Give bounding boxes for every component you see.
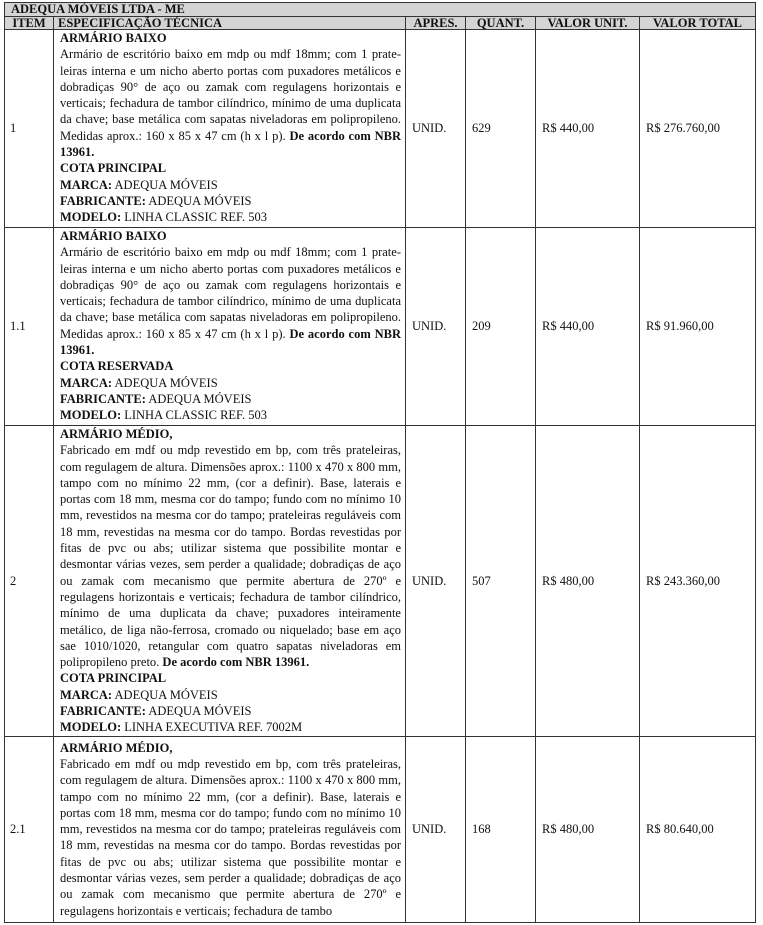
manufacturer-label: FABRICANTE:: [60, 193, 146, 208]
spec-description: [60, 46, 401, 160]
spec-cell: [54, 30, 406, 228]
spec-norm: De acordo com NBR 13961.: [60, 128, 402, 160]
item-number: 1: [5, 30, 54, 228]
table-row: [5, 30, 756, 228]
spec-manufacturer: [60, 703, 401, 719]
unit-value-cell: R$ 480,00: [536, 736, 640, 922]
spec-title: ARMÁRIO BAIXO: [60, 31, 167, 45]
manufacturer-value: ADEQUA MÓVEIS: [148, 193, 252, 208]
quant-cell: 629: [466, 30, 536, 228]
spec-norm: De acordo com NBR 13961.: [60, 326, 402, 358]
manufacturer-value: ADEQUA MÓVEIS: [148, 391, 252, 406]
header-quant: QUANT.: [466, 17, 536, 30]
header-item: ITEM: [5, 17, 54, 30]
model-label: MODELO:: [60, 720, 122, 735]
total-value-cell: R$ 276.760,00: [640, 30, 756, 228]
spec-title: ARMÁRIO MÉDIO,: [60, 427, 173, 441]
spec-quota: COTA RESERVADA: [60, 359, 174, 374]
brand-label: MARCA:: [60, 177, 113, 192]
spec-model: [60, 407, 401, 423]
spec-model: [60, 209, 401, 225]
apres-cell: UNID.: [406, 228, 466, 426]
price-table: [4, 2, 756, 923]
spec-manufacturer: [60, 193, 401, 209]
spec-manufacturer: [60, 391, 401, 407]
header-apres: APRES.: [406, 17, 466, 30]
item-number: 1.1: [5, 228, 54, 426]
brand-value: ADEQUA MÓVEIS: [114, 177, 218, 192]
spec-title: ARMÁRIO BAIXO: [60, 229, 167, 243]
manufacturer-label: FABRICANTE:: [60, 704, 146, 719]
total-value-cell: R$ 91.960,00: [640, 228, 756, 426]
table-header: [5, 17, 756, 30]
brand-value: ADEQUA MÓVEIS: [114, 375, 218, 390]
spec-brand: [60, 687, 401, 703]
model-label: MODELO:: [60, 408, 122, 423]
model-value: LINHA EXECUTIVA REF. 7002M: [124, 720, 303, 735]
total-value-cell: R$ 80.640,00: [640, 736, 756, 922]
spec-desc-text: Armário de escritório baixo em mdp ou mdf 18mm; com 1 prateleiras interna e um nicho aberto portas com puxadores metálicos e dobradiças 90° de aço ou zamak com regulagens horizontais e verticais; fechadura de tambor cilíndrico, mínimo de uma duplicata da chave; base metálica com sapatas niveladoras em polipropileno. Medidas aprox.: 160 x 85 x 47 cm (h x l p).: [60, 47, 401, 143]
header-total-value: VALOR TOTAL: [640, 17, 756, 30]
header-spec: ESPECIFICAÇÃO TÉCNICA: [54, 17, 406, 30]
spec-title: ARMÁRIO MÉDIO,: [60, 740, 173, 755]
header-unit-value: VALOR UNIT.: [536, 17, 640, 30]
spec-description: [60, 442, 401, 670]
model-value: LINHA CLASSIC REF. 503: [124, 210, 268, 225]
model-value: LINHA CLASSIC REF. 503: [124, 408, 268, 423]
unit-value-cell: R$ 480,00: [536, 426, 640, 737]
spec-desc-text: Armário de escritório baixo em mdp ou mdf 18mm; com 1 prateleiras interna e um nicho aberto portas com puxadores metálicos e dobradiças 90° de aço ou zamak com regulagens horizontais e verticais; fechadura de tambor cilíndrico, mínimo de uma duplicata da chave; base metálica com sapatas niveladoras em polipropileno. Medidas aprox.: 160 x 85 x 47 cm (h x l p).: [60, 245, 401, 341]
apres-cell: UNID.: [406, 30, 466, 228]
spec-description: [60, 244, 401, 358]
spec-brand: [60, 375, 401, 391]
manufacturer-label: FABRICANTE:: [60, 391, 146, 406]
item-number: 2: [5, 426, 54, 737]
model-label: MODELO:: [60, 210, 122, 225]
quant-cell: 209: [466, 228, 536, 426]
apres-cell: UNID.: [406, 736, 466, 922]
company-name: ADEQUA MÓVEIS LTDA - ME: [5, 3, 756, 17]
spec-quota: COTA PRINCIPAL: [60, 161, 167, 176]
quant-cell: 168: [466, 736, 536, 922]
spec-quota: COTA PRINCIPAL: [60, 671, 167, 686]
total-value-cell: R$ 243.360,00: [640, 426, 756, 737]
spec-norm: De acordo com NBR 13961.: [162, 655, 310, 670]
item-number: 2.1: [5, 736, 54, 922]
apres-cell: UNID.: [406, 426, 466, 737]
spec-cell: [54, 426, 406, 737]
table-row: [5, 736, 756, 922]
spec-description: Fabricado em mdf ou mdp revestido em bp, com três prateleiras, com regulagem de altura. Dimensões aprox.: 1100 x 470 x 800 mm, tampo com no mínimo 22 mm, (cor a definir). Base, laterais e portas com 18 mm, mesma cor do tampo; fundo com no mínimo 10 mm, revestidos na mesma cor do tampo; prateleiras reguláveis com 18 mm, revestidas na mesma cor do tampo. Bordas revestidas por fitas de pvc ou abs; utilizar sistema que possibilite montar e desmontar várias vezes, sem perder a qualidade; dobradiças de aço ou zamak com mecanismo que permite abertura de 270º e regulagens horizontais e verticais; fechadura de tambo: [60, 756, 401, 918]
unit-value-cell: R$ 440,00: [536, 30, 640, 228]
spec-desc-text: Fabricado em mdf ou mdp revestido em bp, com três prateleiras, com regulagem de altura. Dimensões aprox.: 1100 x 470 x 800 mm, tampo com no mínimo 22 mm, (cor a definir). Base, laterais e portas com 18 mm, mesma cor do tampo; fundo com no mínimo 10 mm, revestidos na mesma cor do tampo; prateleiras reguláveis com 18 mm, revestidas na mesma cor do tampo. Bordas revestidas por fitas de pvc ou abs; utilizar sistema que possibilite montar e desmontar várias vezes, sem perder a qualidade; dobradiças de aço ou zamak com mecanismo que permite abertura de 270º e regulagens horizontais e verticais; fechadura de tambor cilíndrico, mínimo de uma duplicata da chave; puxadores inteiramente metálico, de liga não-ferrosa, cromado ou niquelado; base em aço sae 1010/1020, retangular com quatro sapatas niveladoras em polipropileno preto.: [60, 443, 401, 670]
table-row: [5, 228, 756, 426]
table-row: [5, 426, 756, 737]
spec-cell: [54, 736, 406, 922]
manufacturer-value: ADEQUA MÓVEIS: [148, 704, 252, 719]
brand-label: MARCA:: [60, 375, 113, 390]
brand-label: MARCA:: [60, 687, 113, 702]
price-table-sheet: [4, 2, 755, 923]
spec-brand: [60, 177, 401, 193]
brand-value: ADEQUA MÓVEIS: [114, 687, 218, 702]
quant-cell: 507: [466, 426, 536, 737]
spec-cell: [54, 228, 406, 426]
spec-model: [60, 719, 401, 735]
unit-value-cell: R$ 440,00: [536, 228, 640, 426]
